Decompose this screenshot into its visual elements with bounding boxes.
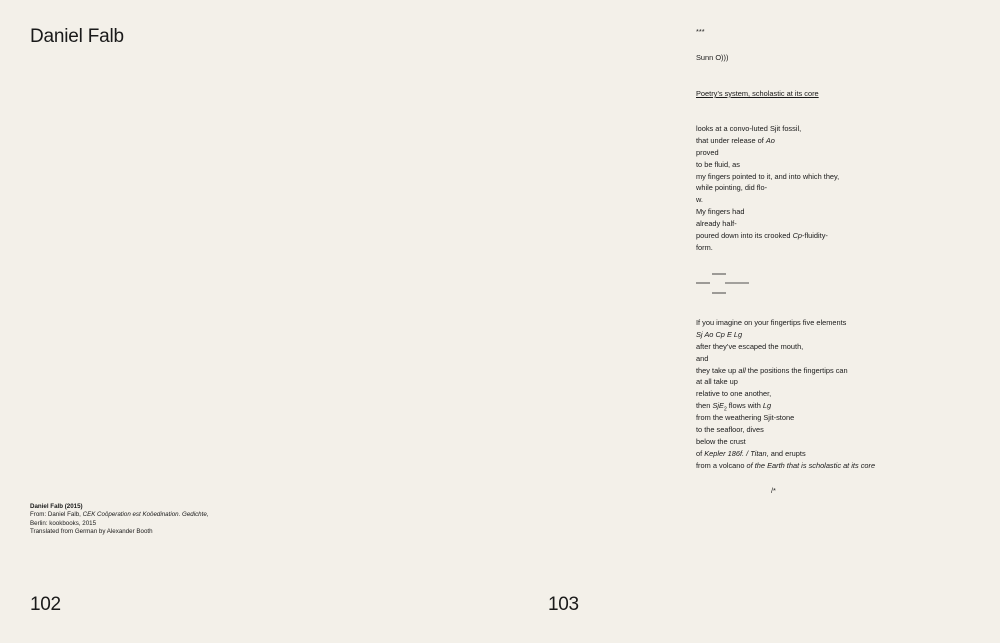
poem-title: Poetry’s system, scholastic at its core [696, 89, 819, 98]
source-credits [30, 503, 209, 537]
poem-line: poured down into its crooked Cp-fluidity- [696, 231, 828, 241]
poem-line: to the seafloor, dives [696, 425, 764, 435]
stanza-1 [696, 123, 839, 254]
credits-translator: Translated from German by Alexander Booth [30, 528, 153, 536]
poem-line: form. [696, 242, 713, 252]
credits-book-title: CEK Coöperation est Koöedination. Gedichte, [82, 511, 209, 519]
poem-line: they take up all the positions the fingertips can [696, 365, 848, 375]
page-number-left: 102 [30, 594, 61, 615]
poem-line: proved [696, 147, 719, 157]
poem-line: from a volcano of the Earth that is scholastic at its core [696, 460, 876, 470]
author-name: Daniel Falb [30, 26, 124, 47]
poem-line: already half- [696, 219, 737, 229]
poem-line: relative to one another, [696, 389, 772, 399]
line-ornament [696, 268, 756, 298]
page-number-right: 103 [548, 594, 579, 615]
poem-line: looks at a convo-luted Sjit fossil, [696, 124, 802, 133]
poem-line: after they’ve escaped the mouth, [696, 341, 804, 351]
poem-line: while pointing, did flo- [696, 183, 768, 193]
poem-line: and [696, 353, 709, 363]
credits-publisher: Berlin: kookbooks, 2015 [30, 519, 97, 527]
poem-line: then SjE$_2$ flows with Lg [696, 401, 772, 413]
section-stars: *** [696, 27, 705, 36]
poem-line: of Kepler 186f. / Titan, and erupts [696, 448, 806, 458]
poem-line: at all take up [696, 377, 738, 387]
poem-line: My fingers had [696, 207, 745, 217]
right-page [500, 0, 1000, 643]
poem-subtitle: Sunn O))) [696, 53, 729, 62]
credits-source-prefix: From: Daniel Falb, [30, 511, 83, 519]
credits-source-line [30, 511, 209, 519]
poem-line: to be fluid, as [696, 159, 740, 169]
stanza-2 [696, 317, 875, 472]
credits-author-year: Daniel Falb (2015) [30, 503, 83, 510]
poem-line: from the weathering Sjit-stone [696, 413, 795, 423]
poem-line: below the crust [696, 436, 746, 446]
poem-line: If you imagine on your fingertips five elements [696, 318, 847, 327]
poem-line: Sj Ao Cp E Lg [696, 329, 743, 339]
poem-line: that under release of Ao [696, 135, 775, 145]
end-mark: /* [771, 486, 776, 495]
poem-line: my fingers pointed to it, and into which they, [696, 171, 840, 181]
poem-line: w. [696, 195, 703, 205]
